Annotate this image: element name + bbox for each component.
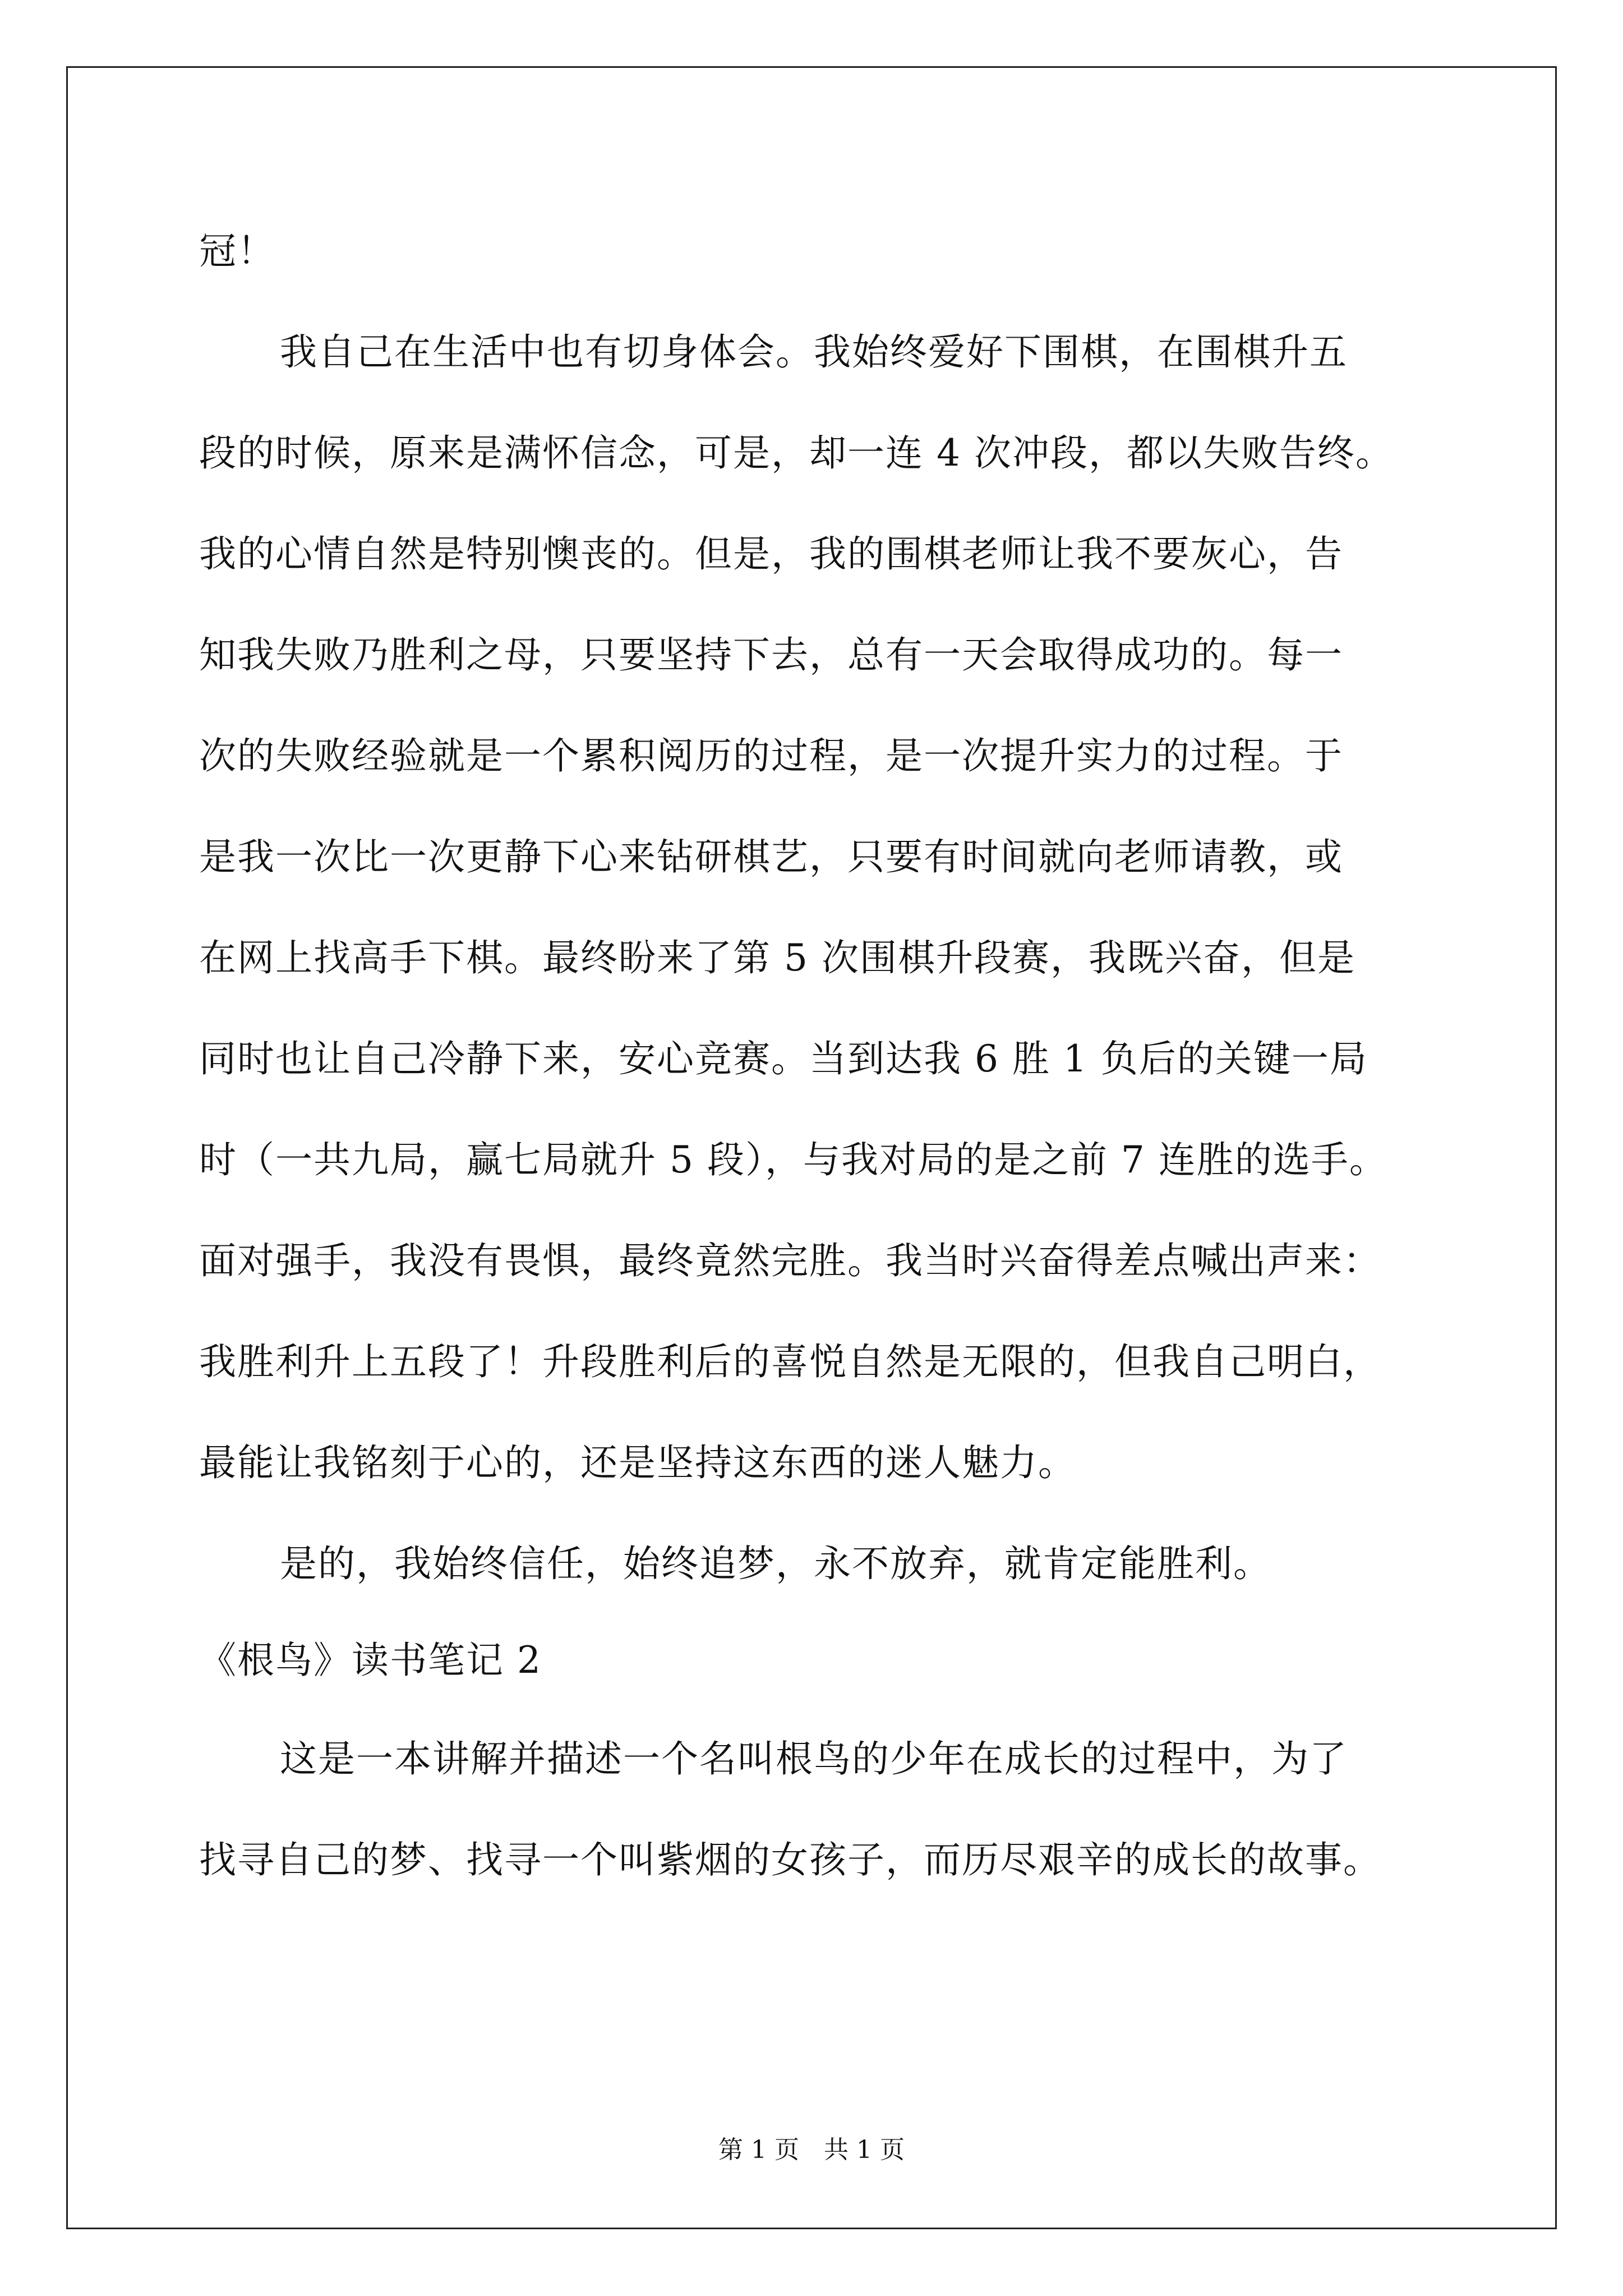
text-line: 最能让我铭刻于心的，还是坚持这东西的迷人魅力。: [199, 1441, 1076, 1484]
paragraph-line-indented: 我自己在生活中也有切身体会。我始终爱好下围棋，在围棋升五: [242, 330, 1348, 374]
text-line: 知我失败乃胜利之母，只要坚持下去，总有一天会取得成功的。每一: [199, 633, 1343, 677]
section-heading: 《根鸟》读书笔记 2: [199, 1639, 542, 1682]
page-footer: [0, 2134, 1623, 2166]
text-line: 找寻自己的梦、找寻一个叫紫烟的女孩子，而历尽艰辛的成长的故事。: [199, 1838, 1381, 1881]
text-line: 同时也让自己冷静下来，安心竞赛。当到达我 6 胜 1 负后的关键一局: [199, 1037, 1368, 1080]
text-line: 在网上找高手下棋。最终盼来了第 5 次围棋升段赛，我既兴奋，但是: [199, 936, 1355, 979]
page-total: 共 1 页: [824, 2136, 905, 2164]
text-line: 面对强手，我没有畏惧，最终竟然完胜。我当时兴奋得差点喊出声来：: [199, 1239, 1381, 1282]
text-line: 我胜利升上五段了！升段胜利后的喜悦自然是无限的，但我自己明白，: [199, 1340, 1381, 1383]
page-number: 第 1 页: [718, 2136, 799, 2164]
text-line: 冠！: [199, 229, 275, 273]
text-line: 次的失败经验就是一个累积阅历的过程，是一次提升实力的过程。于: [199, 734, 1343, 777]
text-line: 我的心情自然是特别懊丧的。但是，我的围棋老师让我不要灰心，告: [199, 532, 1343, 576]
text-line: 是我一次比一次更静下心来钻研棋艺，只要有时间就向老师请教，或: [199, 835, 1343, 878]
paragraph-line-indented: 这是一本讲解并描述一个名叫根鸟的少年在成长的过程中，为了: [242, 1737, 1348, 1780]
paragraph-line-indented: 是的，我始终信任，始终追梦，永不放弃，就肯定能胜利。: [242, 1542, 1271, 1585]
text-line: 时（一共九局，赢七局就升 5 段），与我对局的是之前 7 连胜的选手。: [199, 1138, 1387, 1181]
text-line: 段的时候，原来是满怀信念，可是，却一连 4 次冲段，都以失败告终。: [199, 431, 1394, 475]
